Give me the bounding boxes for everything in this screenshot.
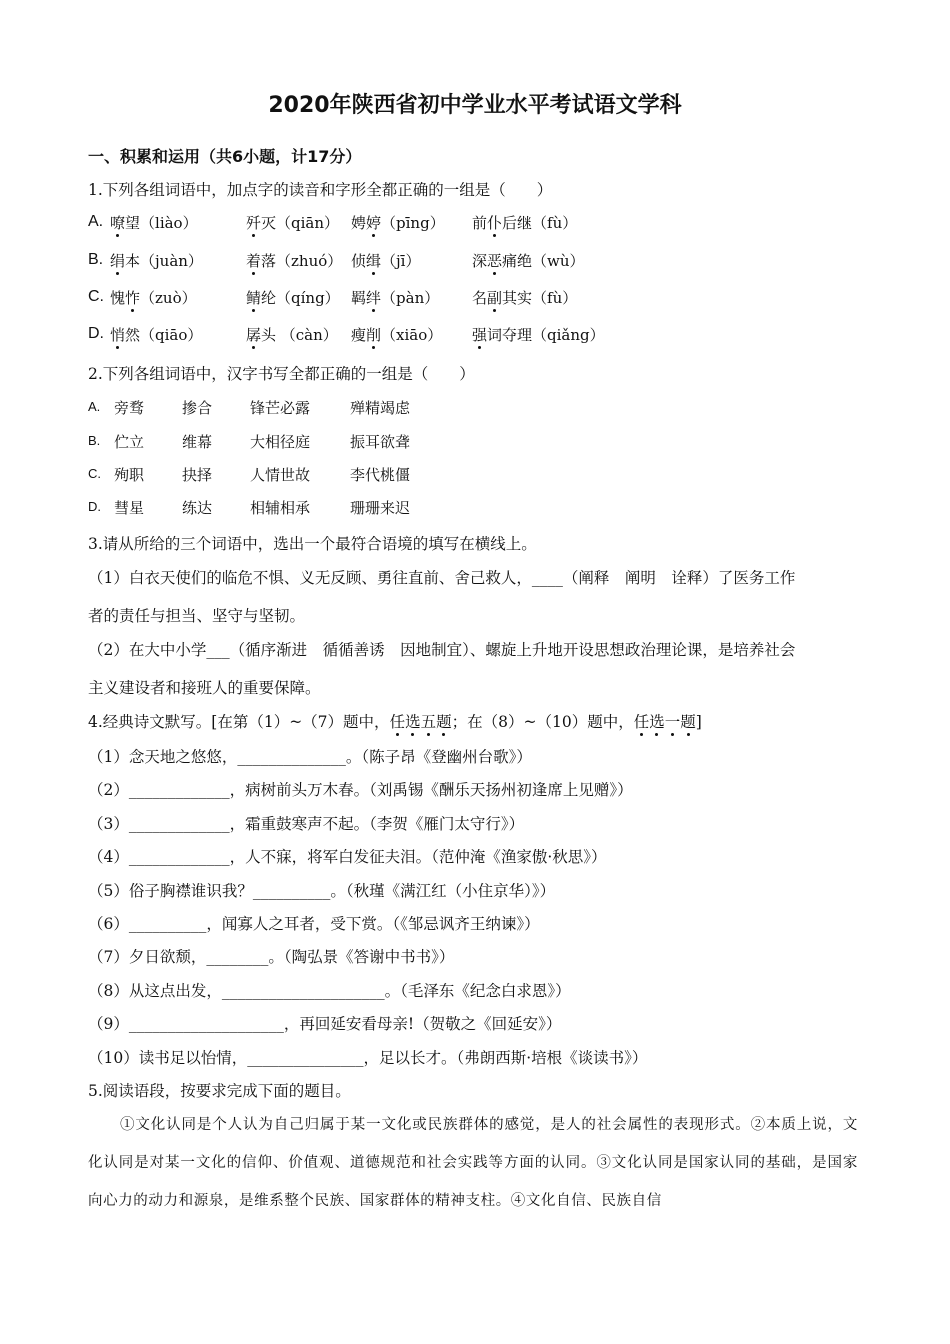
item-text: （xiāo） — [381, 326, 443, 344]
option-item — [351, 324, 442, 345]
option-item — [246, 287, 340, 308]
dotted-character: 怍 — [125, 289, 141, 307]
emphasis-character: 任 — [389, 713, 406, 731]
item-text: 深 — [472, 252, 488, 270]
option-label: C. — [88, 466, 101, 481]
option-item — [351, 287, 439, 308]
option-label: D. — [88, 499, 101, 514]
option-item — [110, 250, 203, 271]
option-item: 维幕 — [182, 433, 213, 451]
item-text: 灭（qiān） — [261, 214, 340, 232]
question-5-stem: 5.阅读语段，按要求完成下面的题目。 — [88, 1082, 351, 1100]
dotted-character: 嘹 — [110, 214, 126, 232]
option-label: B. — [88, 251, 104, 268]
item-text: 本（juàn） — [125, 252, 203, 270]
option-row — [88, 464, 411, 484]
question-2-stem: 2.下列各组词语中，汉字书写全都正确的一组是（ ） — [88, 365, 475, 383]
page-title: 2020年陕西省初中学业水平考试语文学科 — [268, 93, 682, 118]
option-row — [88, 212, 578, 232]
item-text: 落（zhuó） — [261, 252, 343, 270]
recitation-line: （5）俗子胸襟谁识我？__________。（秋瑾《满江红（小住京华）》） — [88, 881, 556, 900]
option-item: 练达 — [182, 499, 213, 517]
question-4-stem — [88, 710, 702, 732]
option-row — [88, 397, 411, 417]
option-item: 伫立 — [114, 433, 145, 451]
option-row — [88, 431, 411, 451]
dotted-character: 绊 — [366, 289, 382, 307]
option-row — [88, 497, 411, 517]
option-item — [472, 324, 605, 345]
recitation-line: （1）念天地之悠悠，______________。（陈子昂《登幽州台歌》） — [88, 748, 532, 766]
recitation-line: （7）夕日欲颓，________。（陶弘景《答谢中书书》） — [88, 948, 455, 967]
item-text: 愧 — [110, 289, 126, 307]
dotted-character: 着 — [246, 252, 262, 270]
emphasis-character: 一 — [664, 713, 681, 731]
option-item — [351, 212, 445, 233]
option-item — [246, 212, 339, 233]
option-item: 抉择 — [182, 466, 213, 484]
item-text: 后继（fù） — [502, 214, 578, 232]
option-item: 殚精竭虑 — [350, 399, 411, 417]
dotted-character: 绢 — [110, 252, 126, 270]
option-item — [472, 287, 577, 308]
item-text: 瘦 — [351, 326, 367, 344]
section-heading: 一、积累和运用（共6小题，计17分） — [88, 147, 362, 166]
option-item: 相辅相承 — [250, 499, 311, 517]
item-text: 然（qiāo） — [125, 326, 203, 344]
question-1-stem: 1.下列各组词语中，加点字的读音和字形全都正确的一组是（ ） — [88, 181, 553, 199]
item-text: 望（liào） — [125, 214, 198, 232]
reading-paragraph: ①文化认同是个人认为自己归属于某一文化或民族群体的感觉，是人的社会属性的表现形式。②本质上说，文化认同是对某一文化的信仰、价值观、道德规范和社会实践等方面的认同。③文化认同是国家认同的基础，是国家向心力的动力和源泉，是维系整个民族、国家群体的精神支柱。④文化自信、民族自信 — [88, 1117, 858, 1209]
dotted-character: 孱 — [246, 326, 262, 344]
item-text: 痛绝（wù） — [502, 252, 585, 270]
option-item: 彗星 — [114, 499, 145, 517]
dotted-character: 副 — [487, 289, 503, 307]
option-item — [246, 250, 342, 271]
option-item — [472, 250, 585, 271]
item-text: 前 — [472, 214, 488, 232]
option-row — [88, 250, 585, 270]
emphasis-character: 五 — [420, 713, 437, 731]
option-row — [88, 324, 605, 344]
dotted-character: 悄 — [110, 326, 126, 344]
dotted-character: 歼 — [246, 214, 262, 232]
dotted-character: 恶 — [487, 252, 503, 270]
emphasis-character: 选 — [405, 713, 421, 731]
option-item — [110, 324, 202, 345]
option-item: 锋芒必露 — [250, 399, 311, 417]
item-text: （pīng） — [381, 214, 445, 232]
dotted-character: 婷 — [366, 214, 382, 232]
option-label: A. — [88, 213, 104, 230]
item-text: 娉 — [351, 214, 367, 232]
emphasis-character: 题 — [436, 713, 452, 731]
option-item: 大相径庭 — [250, 433, 311, 451]
item-text: 词夺理（qiǎng） — [487, 326, 605, 344]
option-item — [351, 250, 420, 271]
option-item: 振耳欲聋 — [350, 433, 411, 451]
item-text: 其实（fù） — [502, 289, 578, 307]
recitation-line: （3）_____________，霜重鼓寒声不起。（李贺《雁门太守行》） — [88, 814, 525, 833]
emphasis-character: 任 — [633, 713, 650, 731]
emphasis-character: 选 — [649, 713, 665, 731]
recitation-line: （6）__________，闻寡人之耳者，受下赏。（《邹忌讽齐王纳谏》） — [88, 915, 540, 933]
recitation-line: （2）_____________，病树前头万木春。（刘禹锡《酬乐天扬州初逢席上见赠》） — [88, 781, 633, 800]
item-text: 羁 — [351, 289, 367, 307]
dotted-character: 强 — [472, 326, 488, 344]
question-4-emph-2 — [634, 713, 696, 731]
item-text: 侦 — [351, 252, 367, 270]
dotted-character: 缉 — [366, 252, 382, 270]
recitation-line: （10）读书足以怡情，_______________，足以长才。（弗朗西斯·培根《谈读书》） — [88, 1048, 648, 1067]
option-item: 珊珊来迟 — [350, 499, 411, 517]
recitation-line: （4）_____________，人不寐，将军白发征夫泪。（范仲淹《渔家傲·秋思》） — [88, 848, 607, 867]
question-4-stem-d: ] — [695, 713, 702, 731]
option-item — [110, 287, 197, 308]
item-text: （zuò） — [140, 289, 197, 307]
question-3-part-1b: 者的责任与担当、坚守与坚韧。 — [88, 607, 306, 625]
option-label: B. — [88, 433, 101, 448]
option-item — [110, 212, 198, 233]
item-text: 名 — [472, 289, 488, 307]
option-item: 人情世故 — [250, 466, 311, 484]
option-item: 旁骛 — [114, 399, 145, 417]
question-4-stem-c: ；在（8）~（10）题中， — [451, 713, 634, 731]
question-4-emph-1 — [390, 713, 452, 731]
emphasis-character: 题 — [680, 713, 696, 731]
item-text: （pàn） — [381, 289, 440, 307]
dotted-character: 仆 — [487, 214, 503, 232]
item-text: 纶（qíng） — [261, 289, 340, 307]
option-item — [472, 212, 577, 233]
dotted-character: 削 — [366, 326, 382, 344]
option-label: C. — [88, 288, 104, 305]
item-text: 头 （càn） — [261, 326, 338, 344]
option-label: A. — [88, 399, 101, 414]
option-label: D. — [88, 325, 104, 342]
recitation-line: （8）从这点出发，_____________________。（毛泽东《纪念白求恩》） — [88, 981, 571, 1000]
option-row — [88, 287, 578, 307]
question-3-part-2b: 主义建设者和接班人的重要保障。 — [88, 679, 321, 697]
option-item — [246, 324, 338, 345]
question-3-part-1a: （1）白衣天使们的临危不惧、义无反顾、勇往直前、舍己救人，____（阐释 阐明 诠释）了医务工作 — [88, 569, 796, 587]
recitation-line: （9）____________________，再回延安看母亲!（贺敬之《回延安》） — [88, 1015, 562, 1034]
option-item: 殉职 — [114, 466, 145, 484]
option-item: 李代桃僵 — [350, 466, 411, 484]
question-3-stem: 3.请从所给的三个词语中，选出一个最符合语境的填写在横线上。 — [88, 535, 537, 553]
item-text: （jī） — [381, 252, 421, 270]
question-3-part-2a: （2）在大中小学___（循序渐进 循循善诱 因地制宜）、螺旋上升地开设思想政治理论课，是培养社会 — [88, 641, 796, 659]
dotted-character: 鲭 — [246, 289, 262, 307]
question-4-stem-a: 4.经典诗文默写。[在第（1）~（7）题中， — [88, 713, 390, 731]
option-item: 掺合 — [182, 399, 213, 417]
